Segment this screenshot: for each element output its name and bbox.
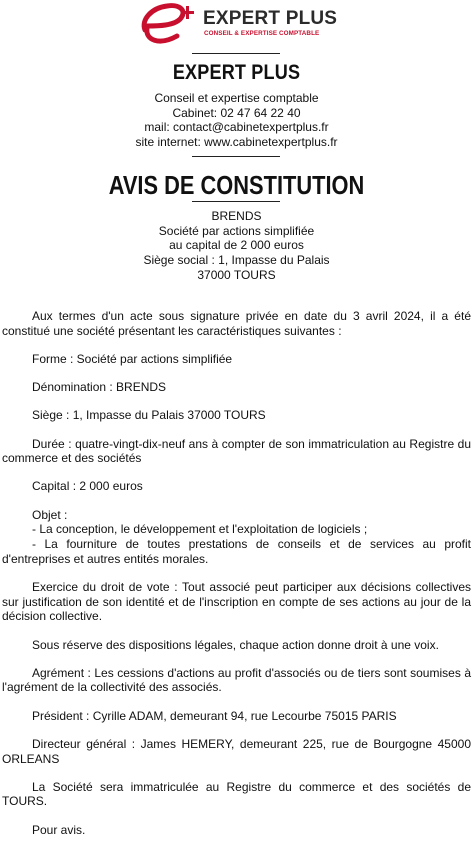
paragraph-vote: Exercice du droit de vote : Tout associé peut participer aux décisions collectives sur justification de son identité et de l'inscription en compte de ses actions au jour de la décision collective. (2, 579, 471, 624)
company-form: Société par actions simplifiée (158, 223, 315, 238)
firm-phone: Cabinet: 02 47 64 22 40 (172, 105, 301, 120)
paragraph-forme: Forme : Société par actions simplifiée (32, 351, 233, 366)
company-address: Siège social : 1, Impasse du Palais (143, 253, 330, 268)
company-summary (0, 209, 473, 283)
paragraph-directeur: Directeur général : James HEMERY, demeurant 225, rue de Bourgogne 45000 ORLEANS (2, 736, 471, 766)
firm-title: EXPERT PLUS (172, 61, 301, 84)
e-plus-logo-icon (137, 0, 207, 46)
logo-tagline: CONSEIL & EXPERTISE COMPTABLE (204, 30, 320, 37)
paragraph-denomination: Dénomination : BRENDS (32, 380, 167, 395)
company-city: 37000 TOURS (197, 267, 276, 282)
paragraph-reserve: Sous réserve des dispositions légales, chaque action donne droit à une voix. (32, 637, 439, 652)
paragraph-agrement: Agrément : Les cessions d'actions au profit d'associés ou de tiers sont soumises à l'agrément de la collectivité des associés. (2, 665, 471, 695)
firm-email: mail: contact@cabinetexpertplus.fr (144, 120, 329, 135)
divider (192, 53, 280, 54)
logo-brand-name: EXPERT PLUS (203, 8, 338, 29)
paragraph-immatriculation: La Société sera immatriculée au Registre du commerce et des sociétés de TOURS. (2, 779, 471, 809)
paragraph-objet-item: - La fourniture de toutes prestations de conseils et de services au profit d'entreprises et autres entités morales. (2, 537, 471, 566)
firm-description: Conseil et expertise comptable (154, 91, 319, 105)
firm-contact-block (0, 91, 473, 150)
divider (192, 156, 280, 157)
paragraph-duree: Durée : quatre-vingt-dix-neuf ans à compter de son immatriculation au Registre du commerce et des sociétés (2, 436, 471, 466)
divider (192, 201, 280, 202)
expert-plus-logo (137, 0, 337, 46)
notice-title: AVIS DE CONSTITUTION (108, 170, 365, 200)
paragraph-closing: Pour avis. (32, 822, 86, 837)
paragraph-capital: Capital : 2 000 euros (32, 479, 143, 494)
paragraph-siege: Siège : 1, Impasse du Palais 37000 TOURS (32, 408, 266, 423)
paragraph-intro: Aux termes d'un acte sous signature privée en date du 3 avril 2024, il a été constitué une société présentant les caractéristiques suivantes : (2, 309, 471, 338)
paragraph-objet-item: - La conception, le développement et l'exploitation de logiciels ; (32, 522, 368, 537)
company-name: BRENDS (211, 209, 262, 223)
paragraph-president: Président : Cyrille ADAM, demeurant 94, rue Lecourbe 75015 PARIS (32, 708, 397, 723)
paragraph-objet-label: Objet : (32, 507, 68, 522)
company-capital: au capital de 2 000 euros (169, 238, 304, 253)
firm-website: site internet: www.cabinetexpertplus.fr (135, 135, 338, 150)
notice-body (2, 309, 471, 851)
